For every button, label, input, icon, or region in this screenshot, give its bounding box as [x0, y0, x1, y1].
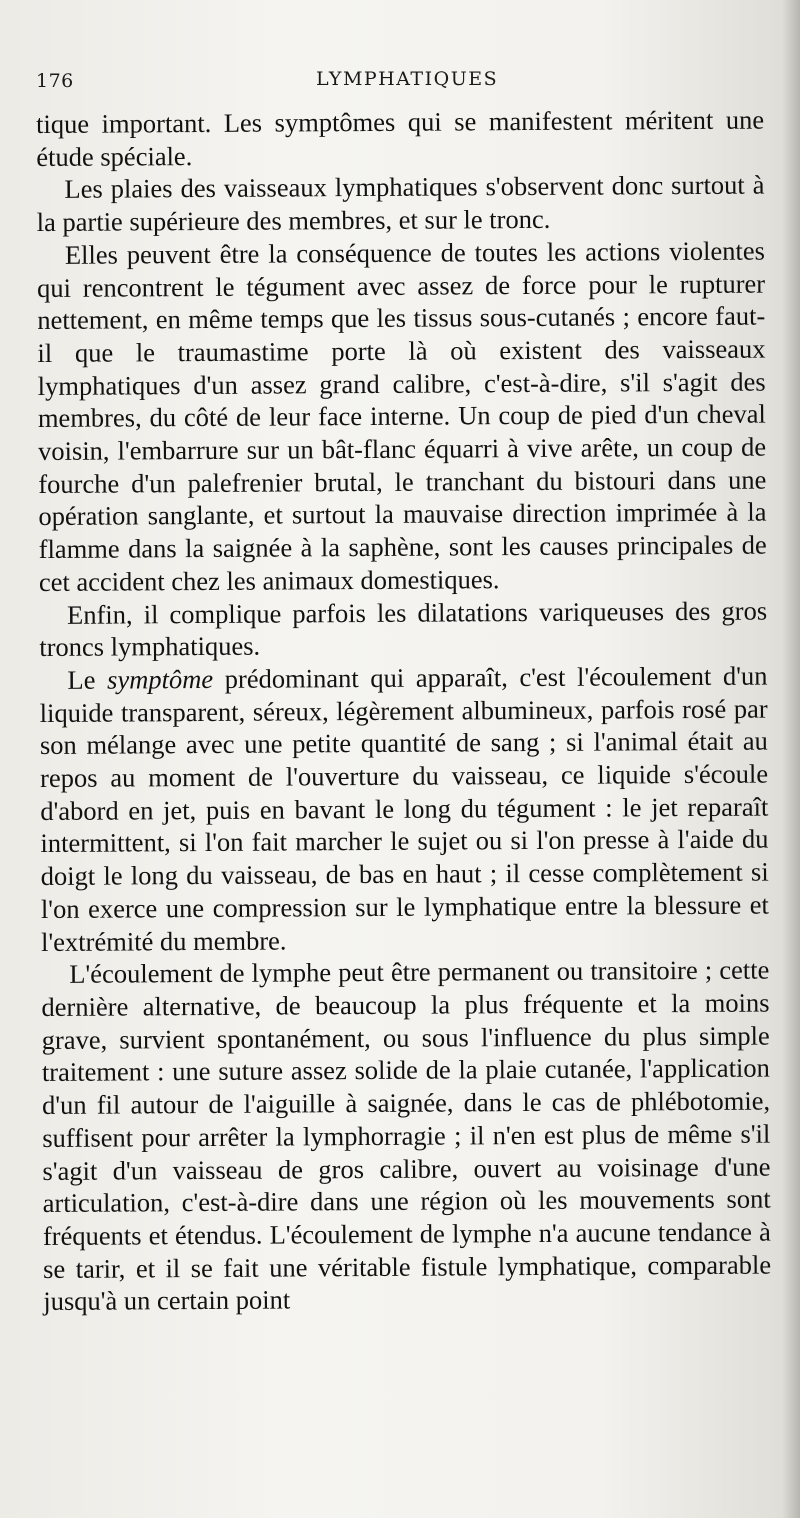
page-number: 176	[36, 70, 74, 92]
symptome-text-after: prédominant qui apparaît, c'est l'écoulement d'un liquide transparent, séreux, légèrement albumineux, parfois rosé par son mélange avec une petite quantité de sang ; si l'animal était au repos au moment de l'ouverture du vaisseau, ce liquide s'écoule d'abord en jet, puis en bavant le long du tégument : le jet reparaît intermittent, si l'on fait marcher le sujet ou si l'on presse à l'aide du doigt le long du vaisseau, de bas en haut ; il cesse complètement si l'on exerce une compression sur le lymphatique entre la blessure et l'extrémité du membre.	[39, 660, 769, 957]
paragraph-causes: Elles peuvent être la conséquence de toutes les actions violentes qui rencontrent le tégument avec assez de force pour le rupturer nettement, en même temps que les tissus sous-cutanés ; encore faut-il que le traumastime porte là où existent des vaisseaux lymphatiques d'un assez grand calibre, c'est-à-dire, s'il s'agit des membres, du côté de leur face interne. Un coup de pied d'un cheval voisin, l'embarrure sur un bât-flanc équarri à vive arête, un coup de fourche d'un palefrenier brutal, le tranchant du bistouri dans une opération sanglante, et surtout la mauvaise direction imprimée à la flamme dans la saignée à la saphène, sont les causes principales de cet accident chez les animaux domestiques.	[37, 235, 767, 597]
paragraph-dilatations: Enfin, il complique parfois les dilatations variqueuses des gros troncs lymphatiques.	[39, 595, 768, 663]
body-text	[36, 104, 771, 1318]
running-title: LYMPHATIQUES	[316, 68, 499, 90]
page-header	[36, 64, 756, 98]
paragraph-ecoulement: L'écoulement de lymphe peut être permanent ou transitoire ; cette dernière alternative, de beaucoup la plus fréquente et la moins grave, survient spontanément, ou sous l'influence du plus simple traitement : une suture assez solide de la plaie cutanée, l'application d'un fil autour de l'aiguille à saignée, dans le cas de phlébotomie, suffisent pour arrêter la lymphorragie ; il n'en est plus de même s'il s'agit d'un vaisseau de gros calibre, ouvert au voisinage d'une articulation, c'est-à-dire dans une région où les mouvements sont fréquents et étendus. L'écoulement de lymphe n'a aucune tendance à se tarir, et il se fait une véritable fistule lymphatique, comparable jusqu'à un certain point	[41, 954, 772, 1317]
page-edge-shadow	[782, 0, 800, 1518]
symptome-italic-term: symptôme	[107, 663, 214, 695]
symptome-text-before: Le	[67, 664, 108, 695]
paragraph-symptome	[39, 659, 769, 958]
paragraph-continuation: tique important. Les symptômes qui se manifestent méritent une étude spéciale.	[36, 104, 765, 172]
paragraph-plaies: Les plaies des vaisseaux lymphatiques s'observent donc surtout à la partie supérieure des membres, et sur le tronc.	[36, 169, 765, 238]
